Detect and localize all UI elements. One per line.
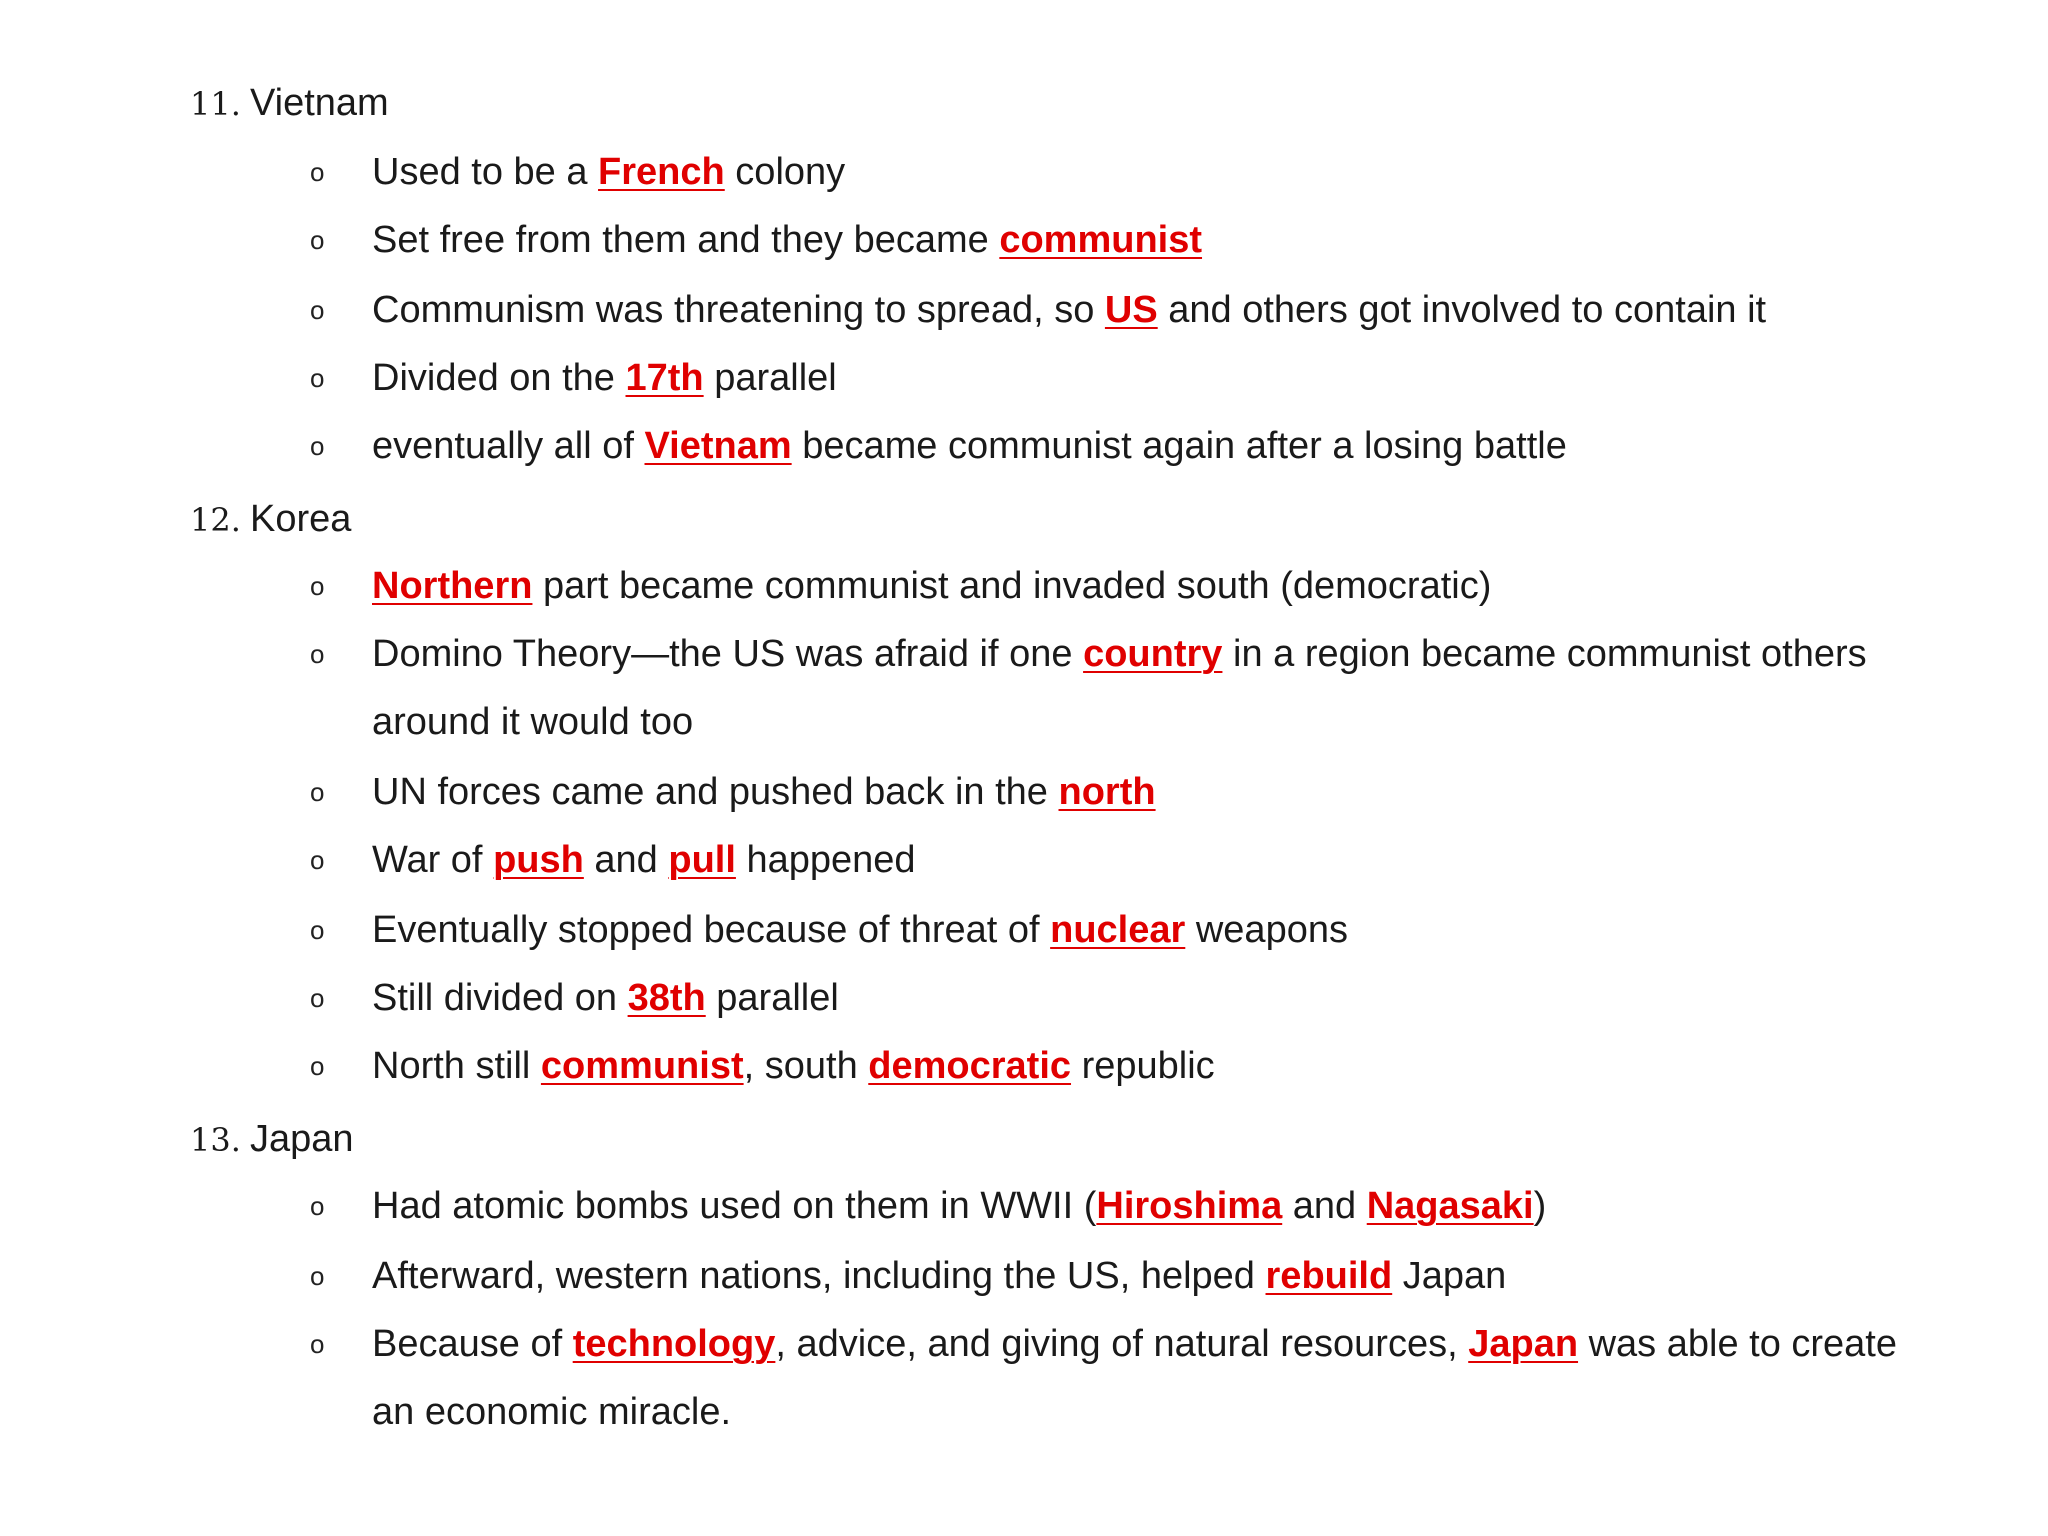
text-run: colony — [724, 151, 846, 193]
list-item-text — [372, 1032, 1215, 1100]
answer-text: technology — [572, 1323, 776, 1365]
list-item-text — [372, 1310, 1932, 1446]
answer-text: Vietnam — [644, 425, 792, 467]
answer-text: communist — [540, 1045, 744, 1087]
text-run: Eventually stopped because of threat of — [372, 909, 1051, 951]
list-item-text — [372, 412, 1567, 480]
bullet-marker: o — [310, 431, 325, 461]
text-run: , advice, and giving of natural resources, — [775, 1323, 1469, 1365]
text-run: ) — [1533, 1185, 1547, 1227]
list-item-text — [372, 138, 845, 206]
answer-text: French — [598, 151, 725, 193]
text-run: and — [1282, 1185, 1367, 1227]
text-run: and — [583, 839, 669, 881]
section-title: Japan — [250, 1118, 354, 1160]
section-heading-vietnam — [190, 84, 389, 122]
bullet-marker: o — [310, 915, 325, 945]
answer-text: 17th — [625, 357, 704, 399]
answer-text: Japan — [1468, 1323, 1579, 1365]
text-run: became communist again after a losing battle — [791, 425, 1567, 467]
answer-text: 38th — [627, 977, 706, 1019]
list-item-text — [372, 964, 839, 1032]
list-item-text — [372, 826, 916, 894]
answer-text: communist — [999, 219, 1203, 261]
answer-text: rebuild — [1265, 1255, 1393, 1297]
text-run: in a region became communist others around it would too — [372, 633, 1867, 743]
list-item-text — [372, 344, 837, 412]
bullet-marker: o — [310, 1329, 325, 1359]
list-item-text — [372, 206, 1202, 274]
section-heading-korea — [190, 500, 351, 538]
list-item-text — [372, 620, 1932, 756]
answer-text: nuclear — [1050, 909, 1186, 951]
answer-text: north — [1058, 771, 1156, 813]
text-run: Used to be a — [372, 151, 599, 193]
text-run: was able to create an economic miracle. — [372, 1323, 1898, 1433]
bullet-marker: o — [310, 295, 325, 325]
text-run: Set free from them and they became — [372, 219, 1000, 261]
bullet-marker: o — [310, 983, 325, 1013]
text-run: and others got involved to contain it — [1157, 289, 1767, 331]
section-heading-japan — [190, 1120, 354, 1158]
section-title: Korea — [250, 498, 352, 540]
bullet-marker: o — [310, 845, 325, 875]
text-run: eventually all of — [372, 425, 645, 467]
list-item-text — [372, 896, 1348, 964]
text-run: North still — [372, 1045, 541, 1087]
text-run: parallel — [703, 357, 837, 399]
answer-text: US — [1104, 289, 1158, 331]
section-number: 12. — [190, 501, 241, 539]
list-item-text — [372, 552, 1491, 620]
bullet-marker: o — [310, 157, 325, 187]
answer-text: country — [1083, 633, 1223, 675]
bullet-marker: o — [310, 571, 325, 601]
text-run: War of — [372, 839, 494, 881]
text-run: UN forces came and pushed back in the — [372, 771, 1059, 813]
bullet-marker: o — [310, 639, 325, 669]
list-item-text — [372, 276, 1766, 344]
text-run: republic — [1071, 1045, 1215, 1087]
text-run: Japan — [1392, 1255, 1507, 1297]
bullet-marker: o — [310, 225, 325, 255]
text-run: , south — [743, 1045, 869, 1087]
bullet-marker: o — [310, 1051, 325, 1081]
list-item-text — [372, 758, 1156, 826]
answer-text: push — [493, 839, 584, 881]
text-run: Had atomic bombs used on them in WWII ( — [372, 1185, 1097, 1227]
section-number: 11. — [190, 85, 241, 123]
text-run: Divided on the — [372, 357, 626, 399]
text-run: happened — [735, 839, 916, 881]
section-title: Vietnam — [250, 82, 389, 124]
text-run: Because of — [372, 1323, 573, 1365]
answer-text: Nagasaki — [1366, 1185, 1534, 1227]
answer-text: Hiroshima — [1096, 1185, 1283, 1227]
answer-text: Northern — [372, 565, 533, 607]
text-run: Domino Theory—the US was afraid if one — [372, 633, 1084, 675]
text-run: Communism was threatening to spread, so — [372, 289, 1105, 331]
list-item-text — [372, 1242, 1506, 1310]
list-item-text — [372, 1172, 1546, 1240]
text-run: part became communist and invaded south (democratic) — [532, 565, 1492, 607]
section-number: 13. — [190, 1121, 241, 1159]
bullet-marker: o — [310, 1261, 325, 1291]
text-run: weapons — [1185, 909, 1348, 951]
bullet-marker: o — [310, 1191, 325, 1221]
answer-text: pull — [668, 839, 736, 881]
bullet-marker: o — [310, 777, 325, 807]
text-run: Afterward, western nations, including the US, helped — [372, 1255, 1266, 1297]
bullet-marker: o — [310, 363, 325, 393]
text-run: Still divided on — [372, 977, 628, 1019]
answer-text: democratic — [868, 1045, 1072, 1087]
text-run: parallel — [705, 977, 839, 1019]
